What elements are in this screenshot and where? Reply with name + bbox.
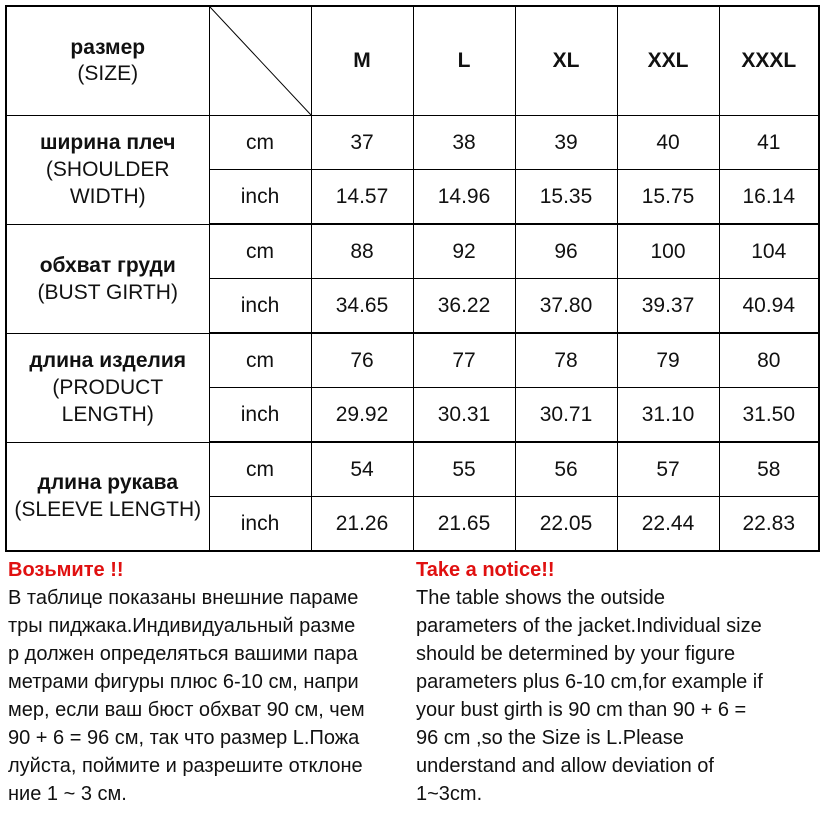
unit-inch: inch (209, 497, 311, 552)
value-cell: 14.96 (413, 170, 515, 225)
value-cell: 58 (719, 442, 819, 497)
sleeve-length-label (6, 442, 209, 551)
param-label-en: (SHOULDER WIDTH) (45, 158, 170, 209)
notice-line: parameters plus 6-10 cm,for example if (416, 671, 763, 693)
notice-title-ru: Возьмите !! (8, 559, 124, 581)
param-label-en: (PRODUCT LENGTH) (52, 376, 164, 426)
value-cell: 39.37 (617, 279, 719, 334)
diagonal-corner-cell (209, 6, 311, 116)
value-cell: 22.83 (719, 497, 819, 552)
value-cell: 55 (413, 442, 515, 497)
value-cell: 22.05 (515, 497, 617, 552)
notice-line: parameters of the jacket.Individual size (416, 615, 762, 637)
bust-girth-label (6, 224, 209, 333)
value-cell: 39 (515, 116, 617, 170)
notice-line: 1~3cm. (416, 783, 483, 805)
value-cell: 57 (617, 442, 719, 497)
table-row (6, 442, 819, 497)
notice-line: тры пиджака.Индивидуальный разме (8, 615, 356, 637)
value-cell: 78 (515, 333, 617, 388)
notice-line: луйста, поймите и разрешите отклоне (8, 755, 363, 777)
unit-cm: cm (209, 116, 311, 170)
unit-cm: cm (209, 333, 311, 388)
value-cell: 77 (413, 333, 515, 388)
value-cell: 76 (311, 333, 413, 388)
value-cell: 16.14 (719, 170, 819, 225)
table-header-row (6, 6, 819, 116)
notice-english (416, 556, 821, 808)
value-cell: 41 (719, 116, 819, 170)
value-cell: 104 (719, 224, 819, 279)
param-label-ru: длина рукава (37, 471, 178, 495)
value-cell: 37 (311, 116, 413, 170)
param-label-en: (BUST GIRTH) (37, 280, 178, 304)
size-column-l: L (413, 6, 515, 116)
value-cell: 88 (311, 224, 413, 279)
product-length-label (6, 333, 209, 442)
notice-line: should be determined by your figure (416, 643, 736, 665)
value-cell: 31.10 (617, 388, 719, 443)
value-cell: 79 (617, 333, 719, 388)
value-cell: 15.75 (617, 170, 719, 225)
size-column-xl: XL (515, 6, 617, 116)
value-cell: 38 (413, 116, 515, 170)
notice-line: 96 cm ,so the Size is L.Please (416, 727, 684, 749)
value-cell: 96 (515, 224, 617, 279)
value-cell: 30.71 (515, 388, 617, 443)
unit-inch: inch (209, 279, 311, 334)
table-row (6, 116, 819, 170)
value-cell: 80 (719, 333, 819, 388)
size-label-ru: размер (70, 36, 146, 59)
value-cell: 21.26 (311, 497, 413, 552)
param-label-ru: ширина плеч (40, 131, 176, 155)
notice-line: The table shows the outside (416, 587, 666, 609)
value-cell: 37.80 (515, 279, 617, 334)
param-label-ru: обхват груди (39, 253, 176, 277)
size-column-xxl: XXL (617, 6, 719, 116)
param-label-en: (SLEEVE LENGTH) (14, 498, 202, 522)
unit-inch: inch (209, 170, 311, 225)
value-cell: 31.50 (719, 388, 819, 443)
value-cell: 36.22 (413, 279, 515, 334)
notice-line: understand and allow deviation of (416, 755, 714, 777)
unit-inch: inch (209, 388, 311, 443)
notice-line: ние 1 ~ 3 см. (8, 783, 127, 805)
value-cell: 15.35 (515, 170, 617, 225)
value-cell: 22.44 (617, 497, 719, 552)
shoulder-width-label (6, 116, 209, 225)
value-cell: 100 (617, 224, 719, 279)
notice-line: метрами фигуры плюс 6-10 см, напри (8, 671, 359, 693)
size-column-xxxl: XXXL (719, 6, 819, 116)
size-column-m: M (311, 6, 413, 116)
value-cell: 92 (413, 224, 515, 279)
unit-cm: cm (209, 442, 311, 497)
param-label-ru: длина изделия (29, 349, 187, 372)
notice-russian (8, 556, 408, 808)
value-cell: 14.57 (311, 170, 413, 225)
diagonal-line (210, 7, 311, 115)
table-row (6, 224, 819, 279)
value-cell: 40.94 (719, 279, 819, 334)
value-cell: 34.65 (311, 279, 413, 334)
size-label-en: (SIZE) (77, 62, 139, 85)
value-cell: 54 (311, 442, 413, 497)
value-cell: 40 (617, 116, 719, 170)
table-row (6, 333, 819, 388)
unit-cm: cm (209, 224, 311, 279)
size-header-cell (6, 6, 209, 116)
notice-line: 90 + 6 = 96 см, так что размер L.Пожа (8, 727, 360, 749)
notice-title-en: Take a notice!! (416, 559, 555, 581)
value-cell: 21.65 (413, 497, 515, 552)
value-cell: 56 (515, 442, 617, 497)
size-chart-table (5, 5, 820, 552)
notice-line: мер, если ваш бюст обхват 90 см, чем (8, 699, 365, 721)
notice-line: р должен определяться вашими пара (8, 643, 358, 665)
value-cell: 29.92 (311, 388, 413, 443)
notice-line: В таблице показаны внешние параме (8, 587, 359, 609)
value-cell: 30.31 (413, 388, 515, 443)
notice-line: your bust girth is 90 cm than 90 + 6 = (416, 699, 747, 721)
